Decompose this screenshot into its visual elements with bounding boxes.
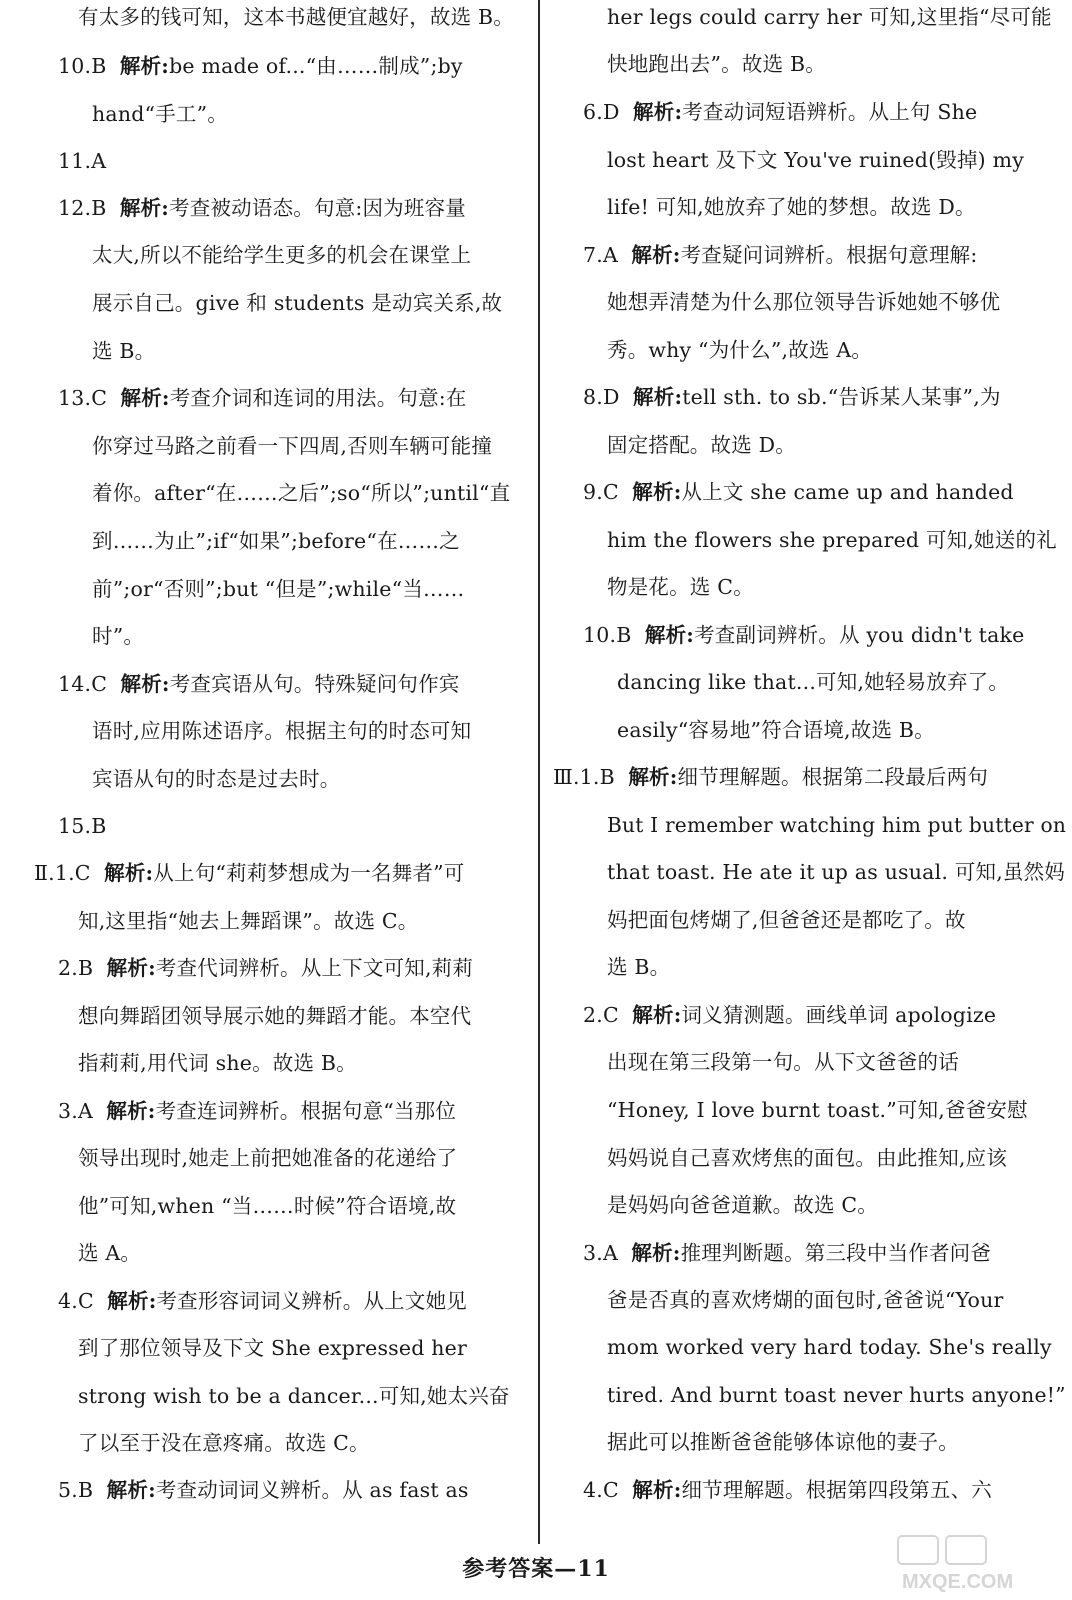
analysis-label: 解析:	[632, 480, 682, 504]
spacer	[620, 385, 633, 409]
analysis-label: 解析:	[633, 385, 683, 409]
spacer	[631, 623, 644, 647]
answer-text: 着你。after“在……之后”;so“所以”;until“直	[92, 481, 511, 505]
answer-line	[92, 240, 471, 270]
answer-text: 考查疑问词辨析。根据句意理解:	[680, 243, 978, 267]
question-number: 10.B	[58, 54, 107, 78]
answer-text: 知,这里指“她去上舞蹈课”。故选 C。	[78, 909, 419, 933]
answer-line	[92, 574, 464, 604]
question-number: 4.C	[58, 1289, 94, 1313]
question-number: 8.D	[583, 385, 620, 409]
analysis-label: 解析:	[120, 672, 170, 696]
answer-text: 你穿过马路之前看一下四周,否则车辆可能撞	[92, 434, 493, 458]
answer-line	[92, 431, 492, 461]
answer-line	[607, 905, 966, 935]
question-number: 7.A	[583, 243, 618, 267]
answer-line	[34, 858, 464, 888]
question-number: 9.C	[583, 480, 619, 504]
answer-text: 快地跑出去”。故选 B。	[607, 52, 826, 76]
answer-text: lost heart 及下文 You've ruined(毁掉) my	[607, 148, 1025, 172]
watermark-text: MXQE.COM	[902, 1571, 1014, 1593]
answer-text: dancing like that...可知,她轻易放弃了。	[617, 670, 1010, 694]
answer-line	[607, 2, 1052, 32]
answer-text: 考查代词辨析。从上下文可知,莉莉	[155, 956, 474, 980]
spacer	[93, 1478, 106, 1502]
question-number: 3.A	[58, 1099, 93, 1123]
question-number: 10.B	[583, 623, 632, 647]
answer-line	[58, 146, 106, 176]
answer-line	[583, 477, 1014, 507]
answer-text: 考查形容词词义辨析。从上文她见	[156, 1289, 467, 1313]
analysis-label: 解析:	[631, 243, 681, 267]
analysis-label: 解析:	[631, 1241, 681, 1265]
answer-line	[607, 287, 1000, 317]
spacer	[618, 1241, 631, 1265]
answer-text: 想向舞蹈团领导展示她的舞蹈才能。本空代	[78, 1004, 472, 1028]
spacer	[615, 765, 628, 789]
answer-line	[78, 1048, 357, 1078]
answer-text: life! 可知,她放弃了她的梦想。故选 D。	[607, 195, 976, 219]
answer-text: 秀。why “为什么”,故选 A。	[607, 338, 873, 362]
question-number: 4.C	[583, 1478, 619, 1502]
answer-line	[607, 192, 976, 222]
question-number: 2.C	[583, 1003, 619, 1027]
answer-text: easily“容易地”符合语境,故选 B。	[617, 718, 935, 742]
answer-text: 出现在第三段第一句。从下文爸爸的话	[607, 1050, 959, 1074]
spacer	[107, 672, 120, 696]
answer-text: 到了那位领导及下文 She expressed her	[78, 1336, 468, 1360]
watermark-logo	[894, 1532, 1064, 1594]
page-footer: 参考答案—11	[462, 1556, 610, 1582]
answer-text: him the flowers she prepared 可知,她送的礼	[607, 528, 1057, 552]
analysis-label: 解析:	[106, 1099, 156, 1123]
answer-line	[78, 1001, 471, 1031]
answer-text: 了以至于没在意疼痛。故选 C。	[78, 1431, 370, 1455]
spacer	[107, 386, 120, 410]
spacer	[619, 1478, 632, 1502]
answer-line	[58, 669, 460, 699]
analysis-label: 解析:	[119, 54, 170, 78]
answer-text: But I remember watching him put butter on	[607, 813, 1067, 837]
analysis-label: 解析:	[632, 1478, 682, 1502]
spacer	[620, 100, 633, 124]
answer-line	[92, 764, 340, 794]
answer-text: her legs could carry her 可知,这里指“尽可能	[607, 5, 1052, 29]
column-divider	[538, 0, 540, 1544]
analysis-label: 解析:	[106, 956, 156, 980]
answer-line	[583, 240, 977, 270]
answer-text: 考查动词词义辨析。从 as fast as	[155, 1478, 469, 1502]
answer-text: 考查连词辨析。根据句意“当那位	[155, 1099, 457, 1123]
answer-line	[92, 478, 510, 508]
answer-text: 爸是否真的喜欢烤煳的面包时,爸爸说“Your	[607, 1288, 1004, 1312]
answer-text: 从上句“莉莉梦想成为一名舞者”可	[153, 861, 465, 885]
analysis-label: 解析:	[628, 765, 678, 789]
answer-text: 考查介词和连词的用法。句意:在	[169, 386, 467, 410]
answer-line	[607, 1332, 1052, 1362]
answer-text: 指莉莉,用代词 she。故选 B。	[78, 1051, 357, 1075]
spacer	[619, 480, 632, 504]
answer-line	[607, 572, 754, 602]
analysis-label: 解析:	[107, 1289, 157, 1313]
question-number: 3.A	[583, 1241, 618, 1265]
answer-text: 是妈妈向爸爸道歉。故选 C。	[607, 1193, 879, 1217]
answer-line	[583, 97, 977, 127]
answer-text: 细节理解题。根据第四段第五、六	[681, 1478, 992, 1502]
answer-text: 推理判断题。第三段中当作者问爸	[680, 1241, 992, 1265]
answer-line	[58, 811, 106, 841]
answer-line	[58, 383, 467, 413]
answer-text: 他”可知,when “当……时候”符合语境,故	[78, 1194, 457, 1218]
analysis-label: 解析:	[119, 196, 170, 220]
answer-text: 选 B。	[607, 955, 671, 979]
spacer	[91, 861, 104, 885]
answer-text: 据此可以推断爸爸能够体谅他的妻子。	[607, 1430, 959, 1454]
answer-line	[583, 1000, 996, 1030]
answer-text: 太大,所以不能给学生更多的机会在课堂上	[92, 243, 472, 267]
answer-text: 她想弄清楚为什么那位领导告诉她她不够优	[607, 290, 1001, 314]
answer-line	[92, 99, 228, 129]
answer-text: “Honey, I love burnt toast.”可知,爸爸安慰	[607, 1098, 1028, 1122]
answer-line	[607, 430, 796, 460]
answer-line	[583, 382, 1001, 412]
spacer	[618, 243, 631, 267]
answer-text: 选 A。	[78, 1241, 142, 1265]
spacer	[106, 54, 119, 78]
answer-line	[92, 526, 460, 556]
answer-text: 考查被动语态。句意:因为班容量	[169, 196, 466, 220]
question-number: 14.C	[58, 672, 108, 696]
answer-line	[607, 1190, 878, 1220]
answer-text: 语时,应用陈述语序。根据主句的时态可知	[92, 719, 472, 743]
answer-line	[607, 952, 670, 982]
answer-line	[78, 1143, 457, 1173]
question-number: 5.B	[58, 1478, 94, 1502]
answer-line	[78, 1238, 141, 1268]
spacer	[106, 196, 119, 220]
answer-text: 物是花。选 C。	[607, 575, 754, 599]
answer-text: 选 B。	[92, 339, 156, 363]
question-number: Ⅲ.1.B	[553, 765, 615, 789]
answer-text: 宾语从句的时态是过去时。	[92, 767, 341, 791]
analysis-label: 解析:	[120, 386, 170, 410]
answer-line	[583, 1238, 991, 1268]
answer-line	[583, 1475, 992, 1505]
question-number: 13.C	[58, 386, 108, 410]
answer-line	[553, 762, 988, 792]
answer-line	[92, 621, 144, 651]
answer-text: tell sth. to sb.“告诉某人某事”,为	[682, 385, 1001, 409]
answer-text: 有太多的钱可知，这本书越便宜越好，故选 B。	[78, 5, 514, 29]
question-number: Ⅱ.1.C	[34, 861, 91, 885]
answer-line	[607, 810, 1066, 840]
answer-text: 从上文 she came up and handed	[681, 480, 1014, 504]
answer-line	[92, 288, 502, 318]
answer-text: 领导出现时,她走上前把她准备的花递给了	[78, 1146, 458, 1170]
answer-line	[607, 1095, 1028, 1125]
answer-text: 词义猜测题。画线单词 apologize	[681, 1003, 997, 1027]
answer-line	[92, 336, 155, 366]
answer-line	[78, 1191, 456, 1221]
answer-line	[58, 1096, 456, 1126]
answer-text: 考查副词辨析。从 you didn't take	[694, 623, 1025, 647]
question-number: 15.B	[58, 814, 107, 838]
answer-line	[607, 145, 1024, 175]
analysis-label: 解析:	[632, 1003, 682, 1027]
answer-text: 展示自己。give 和 students 是动宾关系,故	[92, 291, 503, 315]
answer-line	[78, 1333, 467, 1363]
answer-text: mom worked very hard today. She's really	[607, 1335, 1052, 1359]
spacer	[93, 956, 106, 980]
answer-line	[58, 193, 466, 223]
answer-text: 固定搭配。故选 D。	[607, 433, 796, 457]
spacer	[619, 1003, 632, 1027]
answer-text: hand“手工”。	[92, 102, 229, 126]
answer-text: 到……为止”;if“如果”;before“在……之	[92, 529, 460, 553]
analysis-label: 解析:	[106, 1478, 156, 1502]
answer-line	[92, 716, 471, 746]
answer-text: 考查宾语从句。特殊疑问句作宾	[169, 672, 460, 696]
answer-text: be made of...“由……制成”;by	[169, 54, 463, 78]
answer-line	[58, 1475, 469, 1505]
answer-line	[607, 525, 1057, 555]
answer-line	[617, 667, 1009, 697]
answer-text: that toast. He ate it up as usual. 可知,虽然妈	[607, 860, 1066, 884]
question-number: 6.D	[583, 100, 620, 124]
analysis-label: 解析:	[644, 623, 695, 647]
answer-line	[607, 335, 872, 365]
answer-text: tired. And burnt toast never hurts anyone!”	[607, 1383, 1066, 1407]
answer-text: 时”。	[92, 624, 145, 648]
answer-text: 考查动词短语辨析。从上句 She	[682, 100, 978, 124]
answer-line	[58, 1286, 467, 1316]
analysis-label: 解析:	[633, 100, 683, 124]
answer-line	[607, 1143, 1007, 1173]
answer-line	[78, 1381, 510, 1411]
answer-line	[78, 2, 514, 32]
answer-line	[58, 51, 463, 81]
question-number: 11.A	[58, 149, 107, 173]
answer-line	[607, 49, 826, 79]
answer-line	[607, 1285, 1004, 1315]
analysis-label: 解析:	[104, 861, 154, 885]
answer-line	[607, 1047, 959, 1077]
answer-line	[583, 620, 1024, 650]
answer-text: 前”;or“否则”;but “但是”;while“当……	[92, 577, 465, 601]
answer-text: strong wish to be a dancer...可知,她太兴奋	[78, 1384, 510, 1408]
spacer	[94, 1289, 107, 1313]
answer-line	[607, 1427, 959, 1457]
question-number: 2.B	[58, 956, 94, 980]
answer-text: 细节理解题。根据第二段最后两句	[677, 765, 989, 789]
answer-line	[58, 953, 473, 983]
answer-line	[78, 906, 418, 936]
answer-line	[617, 715, 935, 745]
answer-text: 妈把面包烤煳了,但爸爸还是都吃了。故	[607, 908, 966, 932]
spacer	[93, 1099, 106, 1123]
answer-line	[607, 857, 1065, 887]
question-number: 12.B	[58, 196, 107, 220]
answer-text: 妈妈说自己喜欢烤焦的面包。由此推知,应该	[607, 1146, 1008, 1170]
answer-line	[78, 1428, 370, 1458]
answer-line	[607, 1380, 1066, 1410]
